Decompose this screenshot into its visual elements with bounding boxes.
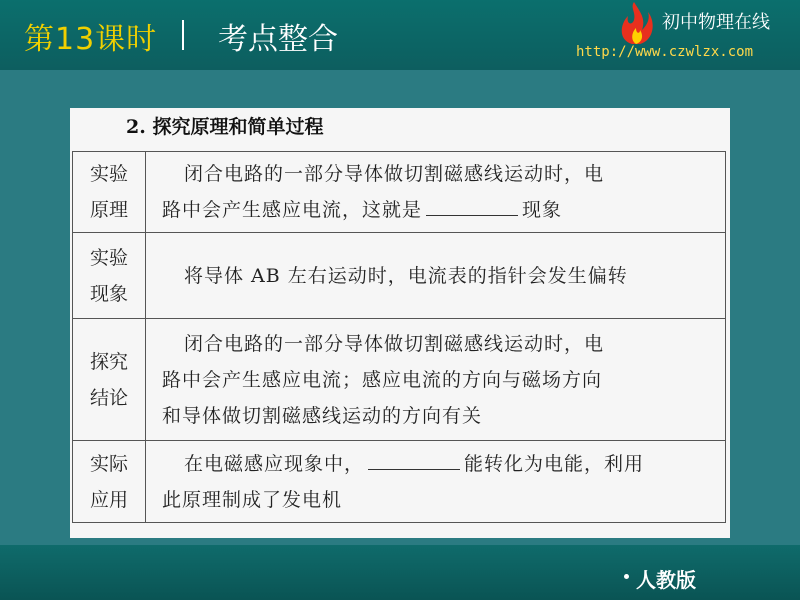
table-row — [73, 152, 726, 233]
row-label: 实验 现象 — [73, 233, 146, 319]
table-row — [73, 233, 726, 319]
row-content: 闭合电路的一部分导体做切割磁感线运动时，电 路中会产生感应电流；感应电流的方向与磁场方向 和导体做切割磁感线运动的方向有关 — [146, 319, 726, 441]
bullet-dot-icon — [624, 574, 629, 579]
logo-text: 初中物理在线 — [662, 12, 770, 33]
principle-table — [72, 151, 726, 523]
logo-url: http://www.czwlzx.com — [576, 44, 754, 60]
flame-logo-icon — [612, 2, 658, 46]
row-label: 探究 结论 — [73, 319, 146, 441]
row-content: 闭合电路的一部分导体做切割磁感线运动时，电 路中会产生感应电流，这就是 现象 — [146, 152, 726, 233]
answer-blank — [426, 197, 518, 216]
publisher-label: 人教版 — [636, 568, 696, 592]
lesson-label: 第13课时 — [24, 22, 158, 57]
row-label: 实验 原理 — [73, 152, 146, 233]
section-title: 2. 探究原理和简单过程 — [126, 116, 324, 138]
table-row — [73, 441, 726, 523]
header-divider — [182, 20, 184, 50]
row-label: 实际 应用 — [73, 441, 146, 523]
row-content: 将导体 AB 左右运动时，电流表的指针会发生偏转 — [146, 233, 726, 319]
answer-blank — [368, 451, 460, 470]
topic-title: 考点整合 — [218, 22, 338, 57]
table-row — [73, 319, 726, 441]
row-content: 在电磁感应现象中， 能转化为电能，利用 此原理制成了发电机 — [146, 441, 726, 523]
